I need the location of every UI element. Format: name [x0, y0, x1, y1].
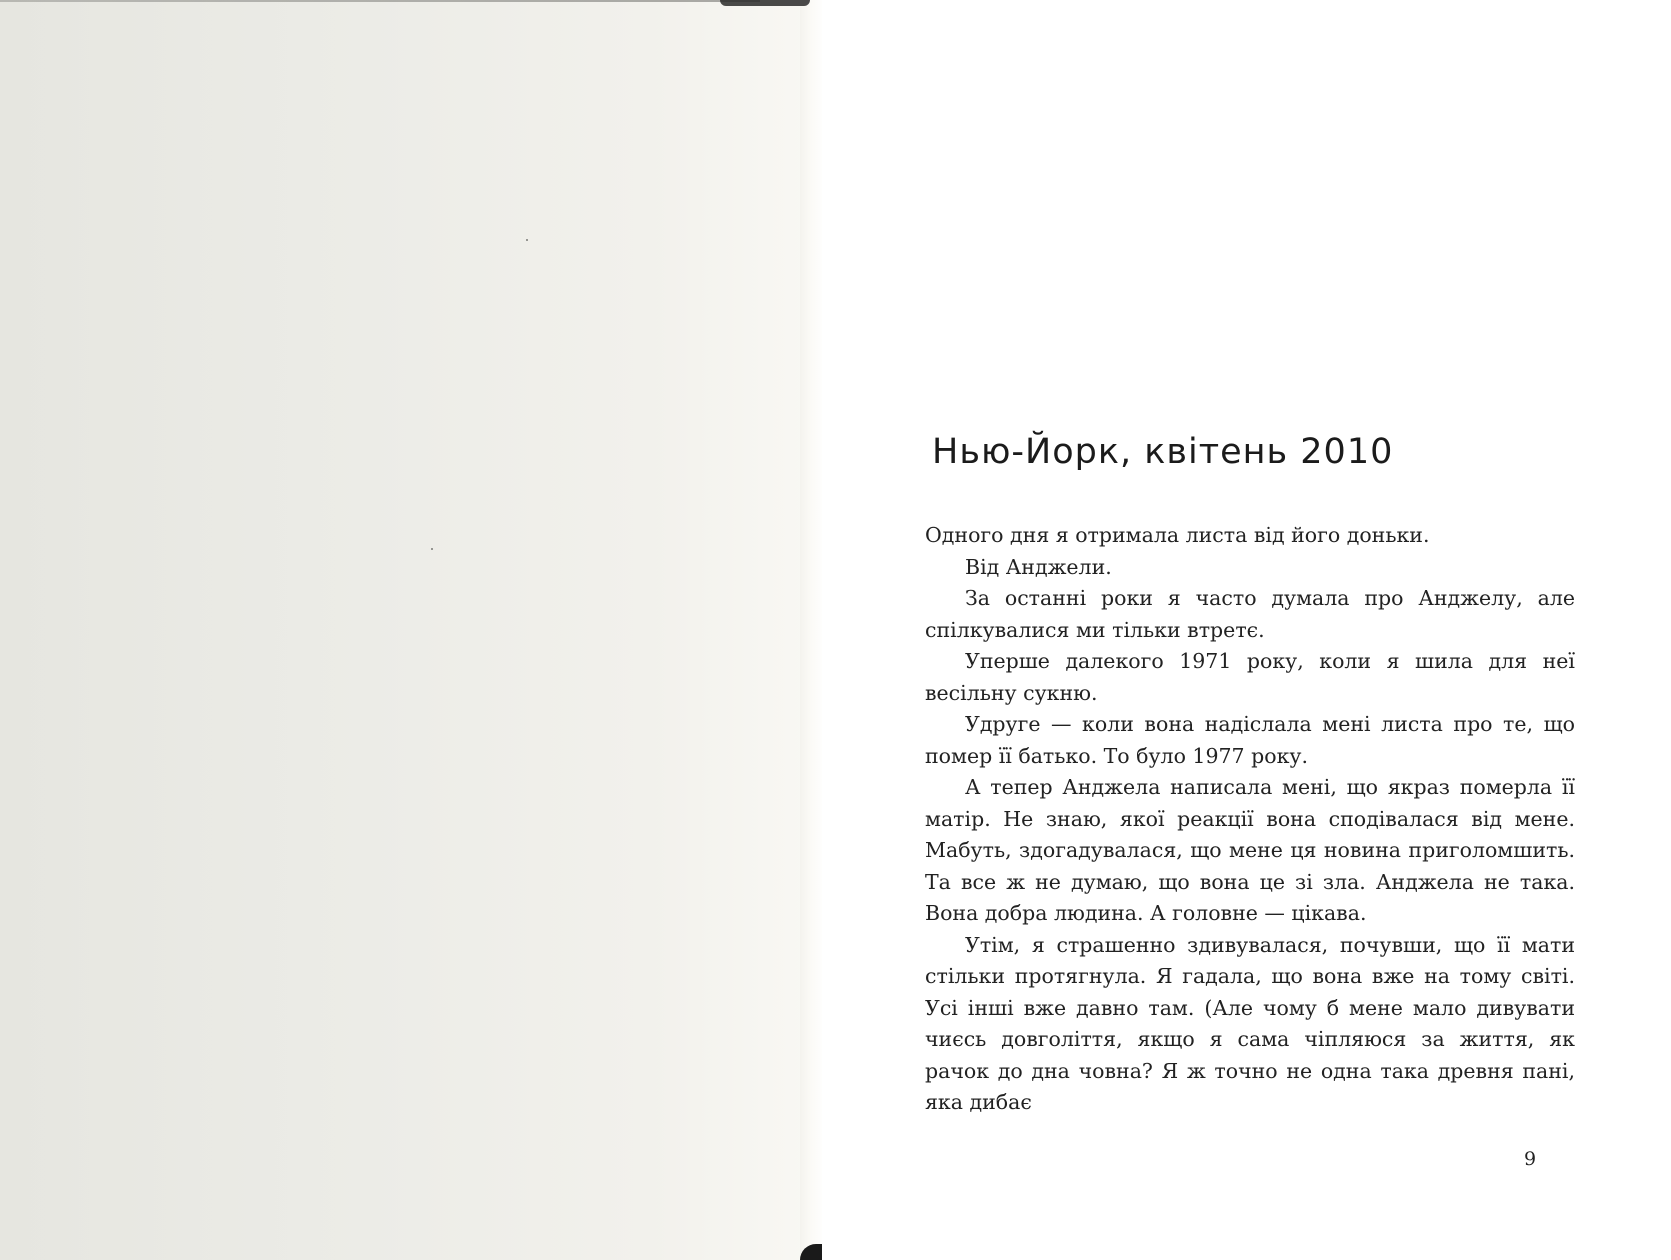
- paragraph: Удруге — коли вона надіслала мені листа про те, що помер її батько. То було 1977 року.: [925, 712, 1575, 768]
- paragraph: Від Анджели.: [965, 554, 1112, 579]
- gutter-shadow-top: [720, 0, 810, 6]
- paper-speck: [526, 239, 528, 241]
- paragraph: Одного дня я отримала листа від його доньки.: [925, 523, 1430, 547]
- left-page-blank: [0, 0, 812, 1260]
- page-number: 9: [1524, 1148, 1537, 1170]
- paragraph: Утім, я страшенно здивувалася, почувши, що її мати стільки протягнула. Я гадала, що вона вже на тому світі. Усі інші вже давно там. (Але чому б мене мало дивувати чиєсь довголіття, якщо я сама чіпляюся за життя, як рачок до дна човна? Я ж точно не одна така древня пані, яка дибає: [925, 932, 1575, 1114]
- paragraph: Уперше далекого 1971 року, коли я шила для неї весільну сукню.: [925, 649, 1575, 705]
- paper-speck: [431, 548, 433, 550]
- body-text: [925, 520, 1575, 1119]
- page-top-edge: [0, 0, 760, 2]
- chapter-title: Нью-Йорк, квітень 2010: [932, 432, 1394, 472]
- paragraph: А тепер Анджела написала мені, що якраз померла її матір. Не знаю, якої реакції вона сподівалася від мене. Мабуть, здогадувалася, що мене ця новина приголомшить. Та все ж не думаю, що вона це зі зла. Анджела не така. Вона добра людина. А головне — цікава.: [925, 775, 1575, 925]
- paragraph: За останні роки я часто думала про Анджелу, але спілкувалися ми тільки втретє.: [925, 586, 1575, 642]
